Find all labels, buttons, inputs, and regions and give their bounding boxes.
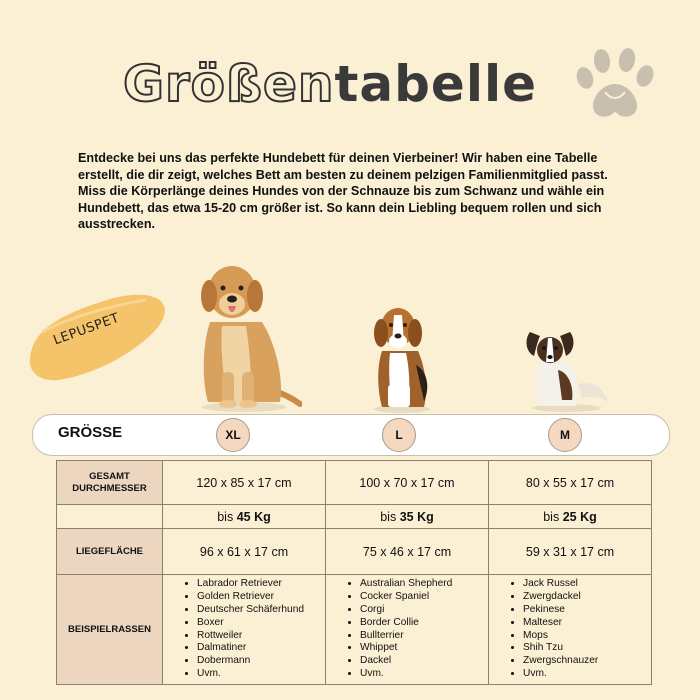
breed-list-item: • Malteser [523,617,651,630]
breed-list-item: • Pekinese [523,604,651,617]
breed-list-item: • Jack Russel [523,578,651,591]
breed-list-l [326,578,488,680]
size-table [56,460,652,685]
intro-text [78,150,638,233]
table-cell [163,505,326,529]
table-cell: 75 x 46 x 17 cm [326,529,489,575]
breed-list-item: • Mops [523,630,651,643]
row-header-breeds: BEISPIELRASSEN [57,575,163,685]
breed-list-item: • Labrador Retriever [197,578,325,591]
page-title [0,55,660,113]
brand-logo-text: LEPUSPET [51,310,122,349]
table-cell: 100 x 70 x 17 cm [326,461,489,505]
weight-value: 45 Kg [236,509,271,524]
weight-prefix: bis [217,509,234,524]
breed-list-item: • Whippet [360,642,488,655]
intro-paragraph: Entdecke bei uns das perfekte Hundebett für deinen Vierbeiner! Wir haben eine Tabelle erstellt, die dir zeigt, welches Bett am besten zu deinem pelzigen Familienmitglied passt. Miss die Körperlänge deines Hundes von der Schnauze bis zum Schwanz und wähle ein Hundebett, das etwa 15-20 cm größer ist. So kann dein Liebling bequem rollen und sich ausstrecken. [78,151,608,231]
weight-prefix: bis [380,509,397,524]
breed-list-item: • Dackel [360,655,488,668]
title-solid-part: tabelle [334,55,538,113]
size-badge-xl: XL [216,418,250,452]
table-row [57,505,652,529]
breed-list-item: • Australian Shepherd [360,578,488,591]
table-cell [489,505,652,529]
breed-list-item: • Border Collie [360,617,488,630]
breed-list-item: • Zwergschnauzer [523,655,651,668]
row-header-empty [57,505,163,529]
table-cell: 59 x 31 x 17 cm [489,529,652,575]
breed-list-item: • Bullterrier [360,630,488,643]
breed-list-item: • Uvm. [523,668,651,681]
table-cell: 120 x 85 x 17 cm [163,461,326,505]
table-cell [489,575,652,685]
breed-list-item: • Deutscher Schäferhund [197,604,325,617]
weight-prefix: bis [543,509,560,524]
breed-list-item: • Uvm. [197,668,325,681]
dog-l-image [368,305,438,413]
breed-list-item: • Rottweiler [197,630,325,643]
breed-list-item: • Boxer [197,617,325,630]
table-row [57,575,652,685]
table-cell: 96 x 61 x 17 cm [163,529,326,575]
breed-list-item: • Cocker Spaniel [360,591,488,604]
size-badge-m: M [548,418,582,452]
row-header-lying-area: LIEGEFLÄCHE [57,529,163,575]
table-cell: 80 x 55 x 17 cm [489,461,652,505]
breed-list-item: • Golden Retriever [197,591,325,604]
table-row [57,461,652,505]
dog-m-image [522,326,610,412]
table-row [57,529,652,575]
brand-brush-stroke [28,292,168,384]
size-label: GRÖSSE [58,424,123,441]
table-cell [163,575,326,685]
breed-list-m [489,578,651,680]
breed-list-item: • Zwergdackel [523,591,651,604]
paw-icon [575,48,657,128]
breed-list-item: • Shih Tzu [523,642,651,655]
table-cell [326,575,489,685]
breed-list-item: • Dalmatiner [197,642,325,655]
breed-list-item: • Uvm. [360,668,488,681]
row-header-diameter: GESAMT DURCHMESSER [57,461,163,505]
size-badge-l: L [382,418,416,452]
breed-list-item: • Dobermann [197,655,325,668]
table-cell [326,505,489,529]
breed-list-xl [163,578,325,680]
weight-value: 35 Kg [399,509,434,524]
weight-value: 25 Kg [562,509,597,524]
dog-xl-image [192,262,302,412]
breed-list-item: • Corgi [360,604,488,617]
title-outline-part: Größen [122,55,335,113]
